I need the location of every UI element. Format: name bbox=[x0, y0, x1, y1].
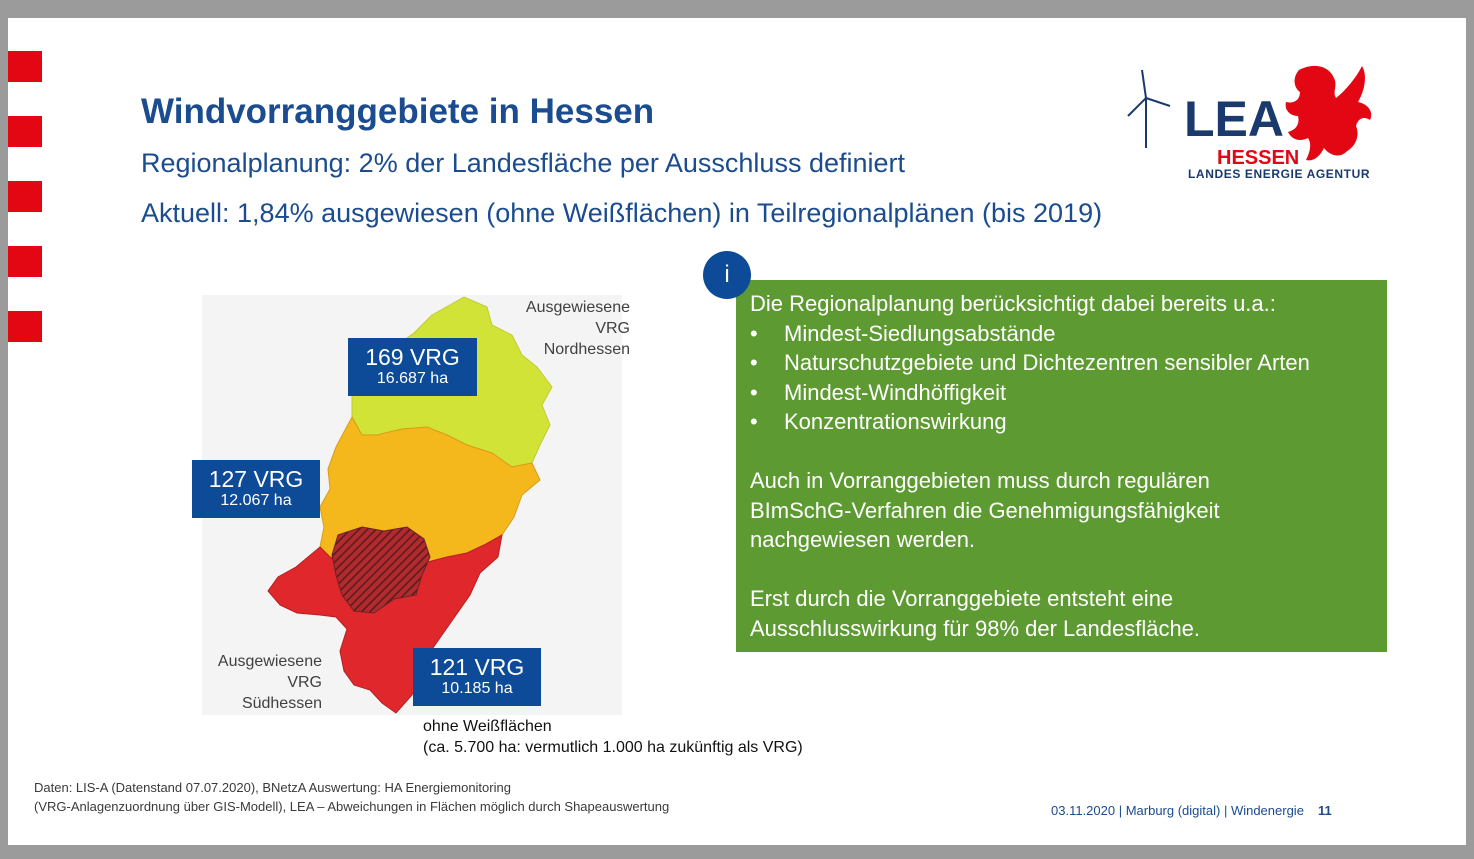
list-item bbox=[750, 378, 1387, 408]
vrg-area-middle: 12.067 ha bbox=[220, 492, 292, 509]
data-source-note bbox=[34, 778, 669, 816]
lea-hessen-logo bbox=[1124, 60, 1374, 180]
vrg-area-south: 10.185 ha bbox=[441, 680, 513, 697]
info-paragraph-1 bbox=[750, 466, 1387, 555]
paragraph-line: Auch in Vorranggebieten muss durch regulären bbox=[750, 468, 1210, 493]
subtitle-aktuell: Aktuell: 1,84% ausgewiesen (ohne Weißflächen) in Teilregionalplänen (bis 2019) bbox=[141, 198, 1103, 228]
info-intro: Die Regionalplanung berücksichtigt dabei bereits u.a.: bbox=[750, 291, 1276, 316]
vrg-count-middle: 127 VRG bbox=[208, 466, 304, 492]
red-marker bbox=[8, 116, 42, 147]
paragraph-line: Erst durch die Vorranggebiete entsteht eine bbox=[750, 586, 1174, 611]
label-nordhessen-line: VRG bbox=[595, 320, 630, 337]
bullet-text: Mindest-Windhöffigkeit bbox=[784, 379, 1007, 405]
vrg-count-north: 169 VRG bbox=[365, 344, 460, 370]
label-nordhessen-line: Ausgewiesene bbox=[525, 299, 630, 316]
bullet: • bbox=[750, 350, 758, 375]
red-marker bbox=[8, 181, 42, 212]
logo-hessen-text: HESSEN bbox=[1217, 147, 1300, 169]
info-box bbox=[736, 280, 1387, 652]
note-line-2: (ca. 5.700 ha: vermutlich 1.000 ha zukünftig als VRG) bbox=[423, 739, 803, 756]
logo-lea-text: LEA bbox=[1184, 91, 1284, 147]
label-suedhessen-line: Ausgewiesene bbox=[217, 653, 322, 670]
bullet: • bbox=[750, 409, 758, 434]
note-line-1: ohne Weißflächen bbox=[423, 718, 552, 735]
bullet: • bbox=[750, 379, 758, 405]
label-suedhessen bbox=[188, 651, 322, 714]
logo-tagline: LANDES ENERGIE AGENTUR bbox=[1188, 167, 1371, 180]
label-nordhessen bbox=[505, 297, 630, 360]
source-line: (VRG-Anlagenzuordnung über GIS-Modell), LEA – Abweichungen in Flächen möglich durch Shapeauswertung bbox=[34, 799, 670, 814]
vrg-box-north bbox=[348, 338, 477, 396]
source-line: Daten: LIS-A (Datenstand 07.07.2020), BNetzA Auswertung: HA Energiemonitoring bbox=[34, 780, 511, 795]
paragraph-line: Ausschlusswirkung für 98% der Landesfläche. bbox=[750, 615, 1201, 641]
list-item bbox=[750, 319, 1387, 349]
list-item bbox=[750, 348, 1387, 378]
bullet: • bbox=[750, 320, 758, 346]
slide-footer bbox=[1051, 803, 1332, 818]
label-suedhessen-line: VRG bbox=[287, 674, 322, 691]
red-marker bbox=[8, 311, 42, 342]
footer-text: 03.11.2020 | Marburg (digital) | Windenergie bbox=[1051, 803, 1304, 818]
bullet-text: Konzentrationswirkung bbox=[784, 409, 1007, 434]
info-icon: i bbox=[703, 251, 751, 299]
subtitle-regionalplanung: Regionalplanung: 2% der Landesfläche per Ausschluss definiert bbox=[141, 148, 906, 178]
info-paragraph-2 bbox=[750, 584, 1387, 643]
slide bbox=[8, 18, 1466, 845]
wind-turbine-icon bbox=[1128, 70, 1170, 148]
paragraph-line: BImSchG-Verfahren die Genehmigungsfähigkeit bbox=[750, 497, 1220, 523]
label-nordhessen-line: Nordhessen bbox=[543, 341, 630, 358]
label-suedhessen-line: Südhessen bbox=[241, 695, 322, 712]
paragraph-line: nachgewiesen werden. bbox=[750, 527, 976, 552]
vrg-count-south: 121 VRG bbox=[429, 654, 525, 680]
slide-title: Windvorranggebiete in Hessen bbox=[141, 92, 655, 131]
page-number: 11 bbox=[1317, 803, 1332, 818]
bullet-text: Naturschutzgebiete und Dichtezentren sensibler Arten bbox=[784, 350, 1310, 375]
vrg-box-south bbox=[413, 648, 541, 706]
red-marker bbox=[8, 246, 42, 277]
bullet-text: Mindest-Siedlungsabstände bbox=[784, 320, 1056, 346]
red-marker bbox=[8, 51, 42, 82]
vrg-box-middle bbox=[192, 460, 320, 518]
vrg-area-north: 16.687 ha bbox=[376, 370, 449, 387]
list-item bbox=[750, 407, 1387, 437]
info-bullet-list bbox=[750, 319, 1387, 437]
weissflaechen-note bbox=[423, 716, 803, 758]
